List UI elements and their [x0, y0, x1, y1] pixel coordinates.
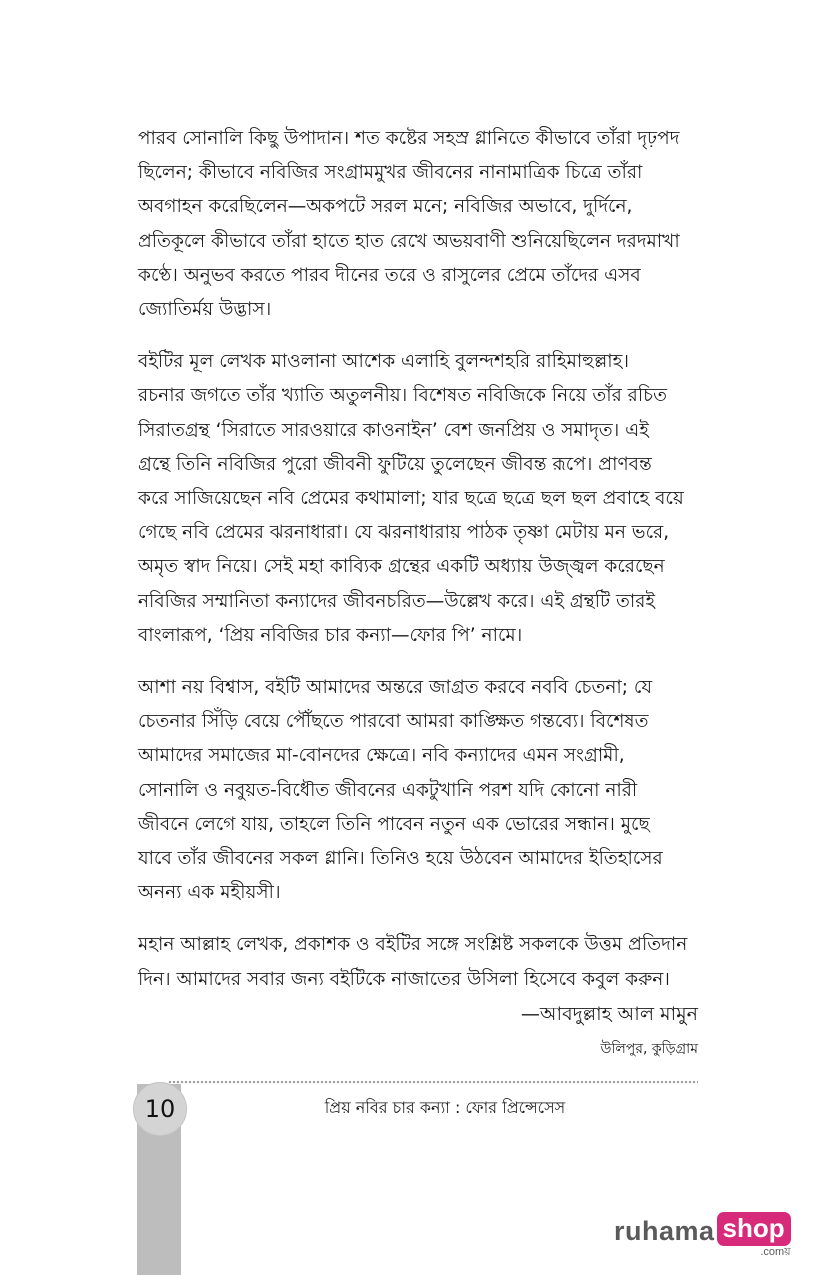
- paragraph-4: [138, 928, 698, 996]
- paragraph-line: ছিলেন; কীভাবে নবিজির সংগ্রামমুখর জীবনের নানামাত্রিক চিত্রে তাঁরা: [138, 162, 643, 184]
- paragraph-line: আশা নয় বিশ্বাস, বইটি আমাদের অন্তরে জাগ্রত করবে নববি চেতনা; যে: [138, 677, 653, 699]
- footer-divider: [168, 1080, 698, 1085]
- logo-wordmark-shop: shop: [717, 1212, 791, 1246]
- paragraph-line: মহান আল্লাহ লেখক, প্রকাশক ও বইটির সঙ্গে সংশ্লিষ্ট সকলকে উত্তম প্রতিদান: [138, 934, 688, 956]
- page-number: 10: [144, 1095, 176, 1123]
- paragraph-line: পারব সোনালি কিছু উপাদান। শত কষ্টের সহস্র গ্লানিতে কীভাবে তাঁরা দৃঢ়পদ: [138, 128, 680, 149]
- page-number-badge: [133, 1082, 187, 1136]
- paragraph-line: কণ্ঠে। অনুভব করতে পারব দীনের তরে ও রাসুলের প্রেমে তাঁদের এসব: [138, 264, 641, 286]
- paragraph-line: বইটির মূল লেখক মাওলানা আশেক এলাহি বুলন্দশহরি রাহিমাহুল্লাহ।: [138, 351, 629, 373]
- paragraph-line: সিরাতগ্রন্থ ‘সিরাতে সারওয়ারে কাওনাইন’ বেশ জনপ্রিয় ও সমাদৃত। এই: [138, 419, 649, 441]
- paragraph-line: জ্যোতির্ময় উদ্ভাস।: [138, 299, 272, 321]
- paragraph-2: [138, 345, 698, 653]
- paragraph-line: গ্রন্থে তিনি নবিজির পুরো জীবনী ফুটিয়ে তুলেছেন জীবন্ত রূপে। প্রাণবন্ত: [138, 453, 652, 475]
- paragraph-line: চেতনার সিঁড়ি বেয়ে পৌঁছতে পারবো আমরা কাঙ্ক্ষিত গন্তব্যে। বিশেষত: [138, 711, 649, 733]
- paragraph-line: নবিজির সম্মানিতা কন্যাদের জীবনচরিত—উল্লেখ করে। এই গ্রন্থটি তারই: [138, 590, 655, 612]
- logo-shop-wrap: [717, 1212, 791, 1258]
- running-title: প্রিয় নবির চার কন্যা : ফোর প্রিন্সেসেস: [324, 1098, 566, 1117]
- signature-block: [521, 1000, 698, 1060]
- paragraph-line: দিন। আমাদের সবার জন্য বইটিকে নাজাতের উসিলা হিসেবে কবুল করুন।: [138, 968, 670, 990]
- paragraph-3: [138, 671, 698, 910]
- paragraph-line: আমাদের সমাজের মা-বোনদের ক্ষেত্রে। নবি কন্যাদের এমন সংগ্রামী,: [138, 745, 625, 767]
- body-text: [138, 122, 698, 1015]
- paragraph-line: অমৃত স্বাদ নিয়ে। সেই মহা কাব্যিক গ্রন্থের একটি অধ্যায় উজ্জ্বল করেছেন: [138, 556, 665, 578]
- paragraph-line: রচনার জগতে তাঁর খ্যাতি অতুলনীয়। বিশেষত নবিজিকে নিয়ে তাঁর রচিত: [138, 385, 667, 407]
- paragraph-line: অনন্য এক মহীয়সী।: [138, 882, 281, 904]
- paragraph-line: যাবে তাঁর জীবনের সকল গ্লানি। তিনিও হয়ে উঠবেন আমাদের ইতিহাসের: [138, 848, 663, 870]
- paragraph-1: [138, 122, 698, 327]
- paragraph-line: প্রতিকূলে কীভাবে তাঁরা হাতে হাত রেখে অভয়বাণী শুনিয়েছিলেন দরদমাখা: [138, 230, 680, 252]
- paragraph-line: সোনালি ও নবুয়ত-বিধৌত জীবনের একটুখানি পরশ যদি কোনো নারী: [138, 779, 638, 801]
- paragraph-line: জীবনে লেগে যায়, তাহলে তিনি পাবেন নতুন এক ভোরের সন্ধান। মুছে: [138, 813, 650, 835]
- logo-wordmark-left: ruhama: [614, 1216, 715, 1246]
- author-signature: —আবদুল্লাহ আল মামুন: [520, 1003, 698, 1025]
- logo-domain-suffix: .comয়: [760, 1246, 791, 1258]
- ruhamashop-logo: [614, 1212, 791, 1258]
- paragraph-line: বাংলারূপ, ‘প্রিয় নবিজির চার কন্যা—ফোর পি’ নামে।: [138, 624, 523, 646]
- paragraph-line: করে সাজিয়েছেন নবি প্রেমের কথামালা; যার ছত্রে ছত্রে ছল ছল প্রবাহে বয়ে: [138, 488, 684, 510]
- paragraph-line: অবগাহন করেছিলেন—অকপটে সরল মনে; নবিজির অভাবে, দুর্দিনে,: [138, 196, 633, 218]
- paragraph-line: গেছে নবি প্রেমের ঝরনাধারা। যে ঝরনাধারায় পাঠক তৃষ্ণা মেটায় মন ভরে,: [138, 522, 670, 544]
- author-location: উলিপুর, কুড়িগ্রাম: [600, 1041, 698, 1057]
